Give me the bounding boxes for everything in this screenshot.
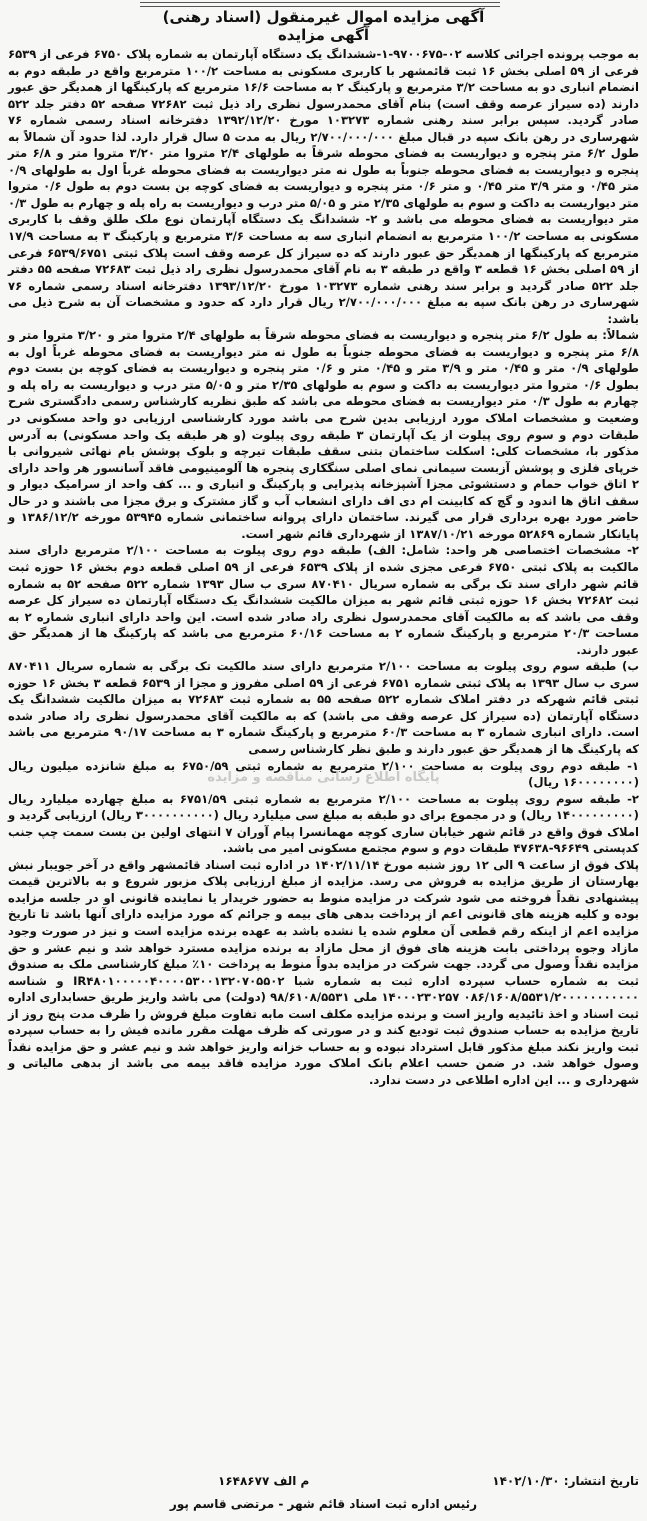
notice-title: آگهی مزایده اموال غیرمنقول (اسناد رهنی) (162, 8, 485, 26)
signature-line: رئیس اداره ثبت اسناد قائم شهر - مرتضی قاسم پور (169, 1497, 478, 1511)
paragraph-intro: به موجب پرونده اجرائی کلاسه ۰۲-۹۷۰۰۶۷۵-۱-ششدانگ یک دستگاه آپارتمان به شماره پلاک ۶۷۵۰ فرعی از ۶۵۳۹ فرعی از ۵۹ اصلی بخش ۱۶ ثبت قائمشهر با کاربری مسکونی به مساحت ۱۰۰/۲ مترمربع واقع در طبقه دوم به انضمام انباری دو به مساحت ۳/۲ مترمربع و پارکینگ ۲ به مساحت ۱۶/۶ مترمربع که پارکینگها از همدیگر حق عبور دارند (ده سیراز عرصه وقف است) بنام آقای محمدرسول نظری راد ذیل ثبت ۷۲۶۸۲ صفحه ۵۲ دفتر جلد ۵۲۲ صادر گردید. سپس برابر سند رهنی شماره ۱۰۳۲۷۳ مورخ ۱۳۹۲/۱۲/۲۰ دفترخانه اسناد رسمی شماره ۷۶ شهرساری در رهن بانک سپه در قبال مبلغ ۲/۷۰۰/۰۰۰/۰۰۰ ریال به مدت ۵ سال قرار دارد. لذا حدود آن شمالاً به طول ۶/۲ متر پنجره و دیواریست به فضای محوطه شرقاً به طولهای ۲/۴ متروا متر ۳/۲۰ متروا متر و ۶/۸ متر پنجره و دیواریست به فضای محوطه جنوباً به طول نه متر دیواریست به فضای محوطه غرباً اول به طولهای ۰/۹ متر ۰/۴۵ و متر ۳/۹ متر ۰/۴۵ و متر ۰/۶ متر پنجره و دیواریست به فضای کوچه بن بست دوم به طول ۰/۶ متروا متر دیواریست به داکت و سوم به طولهای ۲/۳۵ متر و ۵/۰۵ متر درب و دیواریست به راه پله و چهارم به طول ۰/۳ متر دیواریست به فضای محوطه می باشد و ۲- ششدانگ یک دستگاه آپارتمان نوع ملک طلق وقف با کاربری مسکونی به مساحت ۱۰۰/۲ مترمربع به انضمام انباری سه به مساحت ۳/۶ مترمربع و پارکینگ ۳ به مساحت ۱۷/۹ مترمربع که پارکینگها از همدیگر حق عبور دارند که ده سیراز کل عرصه وقف است پلاک ثبتی ۶۵۳۹/۶۷۵۱ فرعی از ۵۹ اصلی بخش ۱۶ قطعه ۳ واقع در طبقه ۳ به نام آقای محمدرسول نظری راد ذیل ثبت ۷۲۶۸۳ صفحه ۵۵ دفتر جلد ۵۲۲ صادر گردید و برابر سند رهنی شماره ۱۰۳۲۷۳ مورخ ۱۳۹۳/۱۲/۲۰ دفترخانه اسناد رسمی شماره ۷۶ شهرساری در رهن بانک سپه به مبلغ ۲/۷۰۰/۰۰۰/۰۰۰ ریال قرار دارد که حدود و مشخصات آن به شرح ذیل می باشد: (8, 47, 640, 326)
paragraph-valuation-1: ۱- طبقه دوم روی پیلوت به مساحت ۲/۱۰۰ مترمربع به شماره ثبتی ۶۷۵۰/۵۹ به مبلغ شانزده میلیون ریال (۱۶۰۰۰۰۰۰۰۰ ریال) (8, 758, 639, 790)
paragraph-unit-specs-b: ب) طبقه سوم روی پیلوت به مساحت ۲/۱۰۰ مترمربع دارای سند مالکیت تک برگی به شماره سریال ۸۷۰۴۱۱ سری ب سال ۱۳۹۳ به پلاک ثبتی شماره ۶۷۵۱ فرعی از ۵۹ اصلی مفروز و مجزا از ۶۵۳۹ قطعه ۳ بخش ۱۶ حوزه ثبتی قائم شهرکه در دفتر املاک شماره ۵۲۲ صفحه ۵۵ به شماره ثبت ۷۲۶۸۳ به میزان مالکیت ششدانگ یک دستگاه آپارتمان (ده سیراز کل عرصه وقف می باشد) که به مالکیت آقای محمدرسول نظری راد صادر شده است. دارای انباری شماره ۳ به مساحت ۶۰/۳ مترمربع و پارکینگ شماره ۳ به مساحت ۹۰/۱۷ مترمربع می باشد که پارکینگ ها از همدیگر حق عبور دارند و طبق نظر کارشناس رسمی (8, 659, 639, 756)
top-rule (140, 2, 500, 7)
watermark: پایگاه اطلاع رسانی مناقصه و مزایده (207, 770, 440, 785)
publication-date-row (8, 1474, 639, 1488)
paragraph-unit-specs-a: ۲- مشخصات اختصاصی هر واحد: شامل: الف) طبقه دوم روی پیلوت به مساحت ۲/۱۰۰ مترمربع دارای سند مالکیت به پلاک ثبتی ۶۷۵۰ فرعی مجزی شده از پلاک ۶۵۳۹ فرعی از ۵۹ اصلی قطعه دوم بخش ۱۶ حوزه ثبت قائم شهر دارای سند تک برگی به شماره سریال ۸۷۰۴۱۰ سری ب سال ۱۳۹۳ شماره ۵۲۲ صفحه ۵۲ به شماره ثبت ۷۲۶۸۲ بخش ۱۶ حوزه ثبتی قائم شهر به میزان مالکیت ششدانگ یک دستگاه آپارتمان ده سیراز کل عرصه وقف می باشد که به مالکیت آقای محمدرسول نظری راد صادر شده است. این واحد دارای انباری شماره ۲ به مساحت ۲۰/۳ مترمربع و پارکینگ شماره ۲ به مساحت ۶۰/۱۶ مترمربع می باشد که پارکینگ ها از همدیگر حق عبور دارند. (8, 543, 639, 657)
paragraph-auction-terms: پلاک فوق از ساعت ۹ الی ۱۲ روز شنبه مورخ ۱۴۰۲/۱۱/۱۴ در اداره ثبت اسناد قائمشهر واقع در آخر جویبار نبش بهارستان از طریق مزایده به فروش می رسد. مزایده از مبلغ ارزیابی پلاک مزبور شروع و به بالاترین قیمت پیشنهادی نقداً فروخته می شود شرکت در مزایده منوط به حضور خریدار یا نماینده قانونی او در جلسه مزایده بوده و کلیه هزینه های قانونی اعم از پرداخت بدهی های بیمه و جرائم که مورد مزایده دارای آنها باشد تا تاریخ مزایده اعم از اینکه رقم قطعی آن معلوم شده یا نشده باشد به عهده برنده مزایده است و نیز در صورت وجود مازاد وجوه پرداختی بابت هزینه های فوق از محل مازاد به برنده مزایده مسترد خواهد شد و نیم عشر و حق مزایده نقداً وصول می گردد. جهت شرکت در مزایده بدواً منوط به پرداخت ۱۰٪ مبلغ کارشناسی ملک به صندوق ثبت به شماره حساب سپرده اداره ثبت به شماره شبا IR۴۸۰۱۰۰۰۰۰۴۰۰۰۰۵۳۰۰۱۳۲۰۷۰۵۵۰۲ و شناسه ۰۸۶/۱۶۰۸/۵۵۳۱/۲۰۰۰۰۰۰۰۰۰۰۰ ۱۴۰۰۰۲۳۰۲۵۷ ملی ۹۸/۶۱۰۸/۵۵۳۱ (دولت) می باشد واریز طریق حسابداری اداره ثبت اسناد و اخذ تائیدیه واریز است و برنده مزایده مکلف است مابه تفاوت مبلغ فروش را ظرف مدت پنج روز از تاریخ مزایده به حساب صندوق ثبت تودیع کند و در صورتی که ظرف مهلت مقرر مانده فیش را به حساب سپرده ثبت واریز نکند مبلغ مذکور قابل استرداد نبوده و به حساب خزانه واریز خواهد شد و نیم عشر و حق مزایده نقداً وصول خواهد شد. در ضمن حسب اعلام بانک املاک مورد مزایده فاقد بیمه می باشد از بدهی مالیاتی و شهرداری و ... این اداره اطلاعی در دست ندارد. (8, 857, 639, 1087)
reference-number: م الف ۱۶۴۸۶۷۷ (218, 1474, 310, 1488)
publication-date: تاریخ انتشار: ۱۴۰۲/۱۰/۳۰ (492, 1474, 639, 1488)
paragraph-boundaries: شمالاً: به طول ۶/۲ متر پنجره و دیواریست به فضای محوطه شرقاً به طولهای ۲/۴ متروا متر و ۳/۲۰ متروا متر و ۶/۸ متر پنجره و دیواریست به فضای محوطه جنوباً به طول نه متر دیواریست به فضای محوطه غرباً اول به طولهای ۰/۹ متر و ۰/۴۵ متر و ۳/۹ متر و ۰/۴۵ متر و ۰/۶ متر پنجره و دیواریست به فضای کوچه بن بست دوم بطول ۰/۶ متروا متر دیواریست به داکت و سوم به طولهای ۲/۳۵ متر و ۵/۰۵ متر درب و دیواریست به راه پله و چهارم به طول ۰/۳ متر دیواریست به فضای محوطه می باشد که طبق نظریه کارشناس رسمی دادگستری شرح وضعیت و مشخصات املاک مورد ارزیابی بدین شرح می باشد مورد کارشناسی ارزیابی دو واحد مسکونی در طبقات دوم و سوم روی پیلوت از یک آپارتمان ۳ طبقه روی پیلوت (و هر طبقه یک واحد مسکونی) به آدرس مذکور با، مشخصات کلی: اسکلت ساختمان بتنی سقف طبقات تیرچه و بلوک پوشش بام نهائی شیروانی با خرپای فلزی و پوشش آزبست سیمانی نمای اصلی سنگکاری پنجره ها آلومینیومی فاقد آسانسور هر واحد دارای ۲ اتاق خواب حمام و دستشوئی مجزا آشپزخانه پذیرایی و پارکینگ و انباری و ... کف واحد از سرامیک دیوار و سقف اتاق ها اندود و گچ که کابینت ام دی اف دارای انشعاب آب و گاز مشترک و برق مجزا می باشند و در حال حاضر مورد بهره برداری قرار می گیرند. ساختمان دارای پروانه ساختمانی شماره ۵۳۹۴۵ مورخه ۱۳۸۶/۱۲/۲ و پایانکار شماره ۵۲۸۶۹ مورخه ۱۳۸۷/۱۰/۲۱ از شهرداری قائم شهر است. (8, 328, 640, 541)
notice-subtitle: آگهی مزایده (277, 26, 370, 44)
notice-body (8, 46, 639, 1088)
paragraph-valuation-2: ۲- طبقه سوم روی پیلوت به مساحت ۲/۱۰۰ مترمربع به شماره ثبتی ۶۷۵۱/۵۹ به مبلغ چهارده میلیارد ریال (۱۴۰۰۰۰۰۰۰۰۰ ریال) و در مجموع برای دو طبقه به مبلغ سی میلیارد ریال (۳۰۰۰۰۰۰۰۰۰۰ ریال) ارزیابی گردید و املاک فوق واقع در قائم شهر خیابان ساری کوچه مهمانسرا پیام آوران ۷ انتهای اولین بن بست سمت چپ جنب کدپستی ۹۶۶۴۹-۴۷۶۳۸ طبقات دوم و سوم مجتمع مسکونی امیر می باشد. (8, 791, 639, 856)
